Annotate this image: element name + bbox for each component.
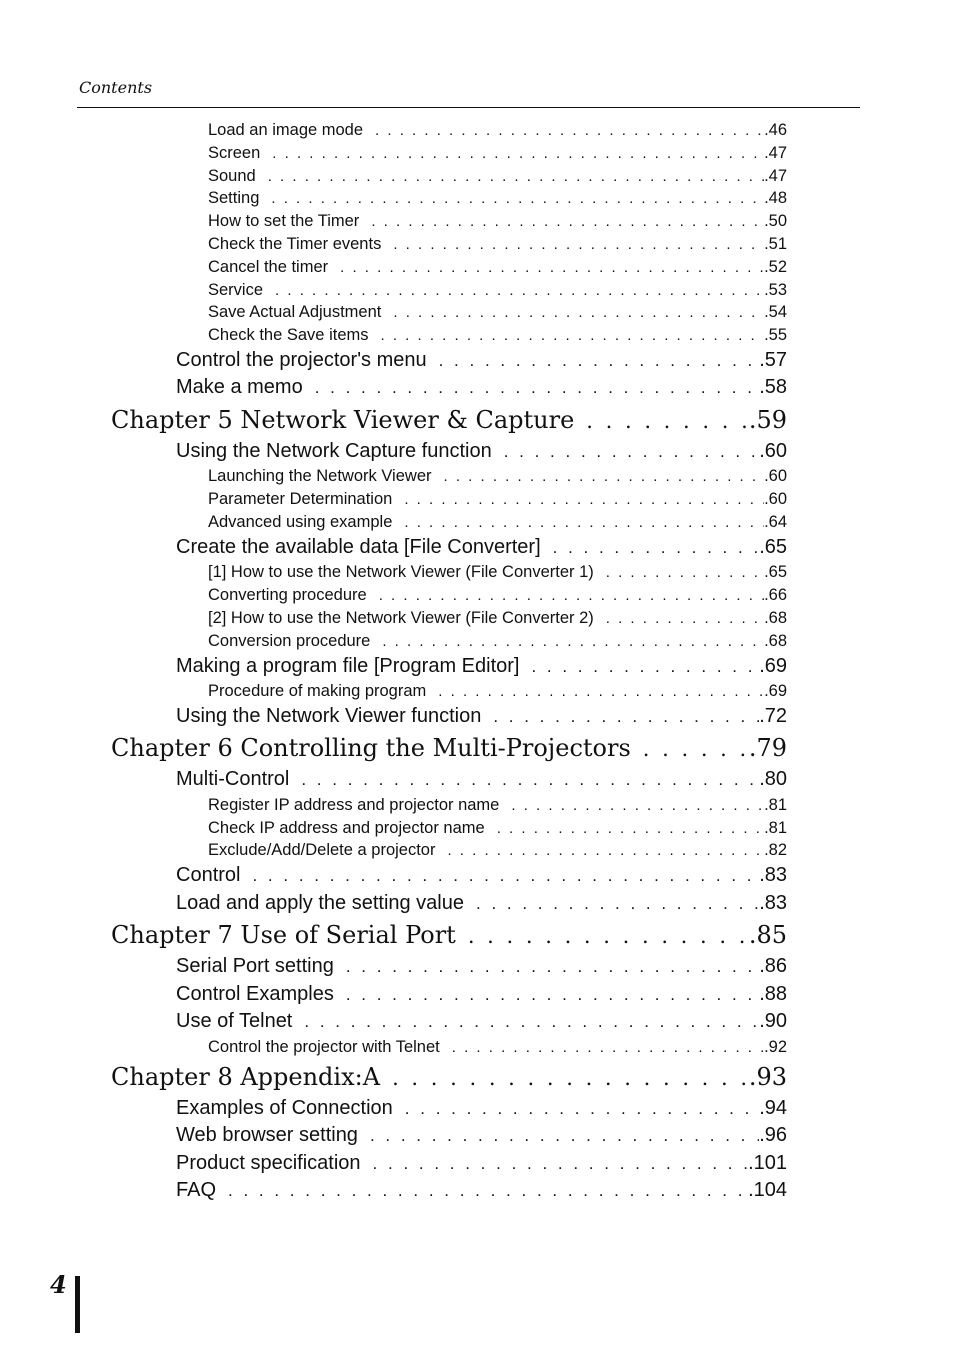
toc-subsection-entry[interactable]: [208, 187, 787, 210]
dot-leader: [346, 981, 759, 1009]
toc-section-entry[interactable]: [176, 347, 787, 375]
dot-leader: [531, 653, 759, 681]
toc-subsection-entry[interactable]: [208, 142, 787, 165]
toc-entry-title: Chapter 6 Controlling the Multi-Projectors: [111, 734, 631, 763]
toc-entry-page: .66: [764, 586, 787, 605]
toc-subsection-entry[interactable]: [208, 119, 787, 142]
toc-entry-title: Check the Save items: [208, 326, 369, 345]
dot-leader: [404, 489, 764, 511]
toc-section-entry[interactable]: [176, 981, 787, 1009]
toc-entry-page: .54: [764, 303, 787, 322]
toc-entry-page: .83: [759, 891, 787, 914]
toc-entry-title: Multi-Control: [176, 768, 290, 791]
toc-entry-title: Save Actual Adjustment: [208, 303, 382, 322]
toc-entry-title: Service: [208, 280, 264, 299]
toc-subsection-entry[interactable]: [208, 680, 787, 703]
dot-leader: [497, 818, 764, 840]
toc-subsection-entry[interactable]: [208, 210, 787, 233]
toc-entry-page: .53: [764, 280, 787, 299]
toc-entry-page: .68: [764, 608, 787, 627]
toc-entry-title: Launching the Network Viewer: [208, 467, 432, 486]
toc-entry-title: Check the Timer events: [208, 234, 382, 253]
dot-leader: [304, 1008, 759, 1036]
toc-entry-page: .94: [759, 1096, 787, 1119]
toc-entry-page: .60: [759, 439, 787, 462]
dot-leader: [439, 347, 760, 375]
toc-entry-title: Exclude/Add/Delete a projector: [208, 841, 436, 860]
toc-entry-title: Serial Port setting: [176, 955, 334, 978]
page-number: 4: [50, 1270, 67, 1299]
toc-entry-page: .51: [764, 234, 787, 253]
toc-entry-title: Product specification: [176, 1151, 361, 1174]
toc-section-entry[interactable]: [176, 890, 787, 918]
toc-entry-page: .52: [764, 257, 787, 276]
dot-leader: [504, 438, 759, 466]
dot-leader: [476, 890, 759, 918]
dot-leader: [315, 374, 759, 402]
toc-entry-page: .101: [748, 1151, 787, 1174]
toc-entry-page: .81: [764, 818, 787, 837]
toc-entry-page: .88: [759, 982, 787, 1005]
toc-entry-page: .92: [764, 1037, 787, 1056]
toc-subsection-entry[interactable]: [208, 488, 787, 511]
dot-leader: [301, 766, 759, 794]
toc-section-entry[interactable]: [176, 1122, 787, 1150]
dot-leader: [606, 562, 764, 584]
toc-entry-page: .46: [764, 121, 787, 139]
dot-leader: [606, 608, 764, 630]
toc-entry-page: .60: [764, 467, 787, 486]
toc-subsection-entry[interactable]: [208, 630, 787, 653]
toc-entry-title: Parameter Determination: [208, 490, 393, 509]
toc-entry-title: [2] How to use the Network Viewer (File Converter 2): [208, 608, 594, 627]
toc-subsection-entry[interactable]: [208, 584, 787, 607]
dot-leader: [375, 120, 764, 142]
toc-entry-page: .90: [759, 1010, 787, 1033]
toc-subsection-entry[interactable]: [208, 233, 787, 256]
dot-leader: [438, 681, 764, 703]
running-header-title: Contents: [79, 78, 153, 97]
toc-entry-title: Use of Telnet: [176, 1010, 293, 1033]
toc-entry-page: .48: [764, 189, 787, 208]
toc-entry-page: .57: [759, 348, 787, 371]
dot-leader: [381, 325, 765, 347]
dot-leader: [586, 404, 749, 438]
toc-chapter-entry[interactable]: [111, 403, 787, 438]
toc-entry-page: .47: [764, 166, 787, 185]
toc-entry-page: .79: [748, 734, 787, 763]
toc-entry-page: .69: [764, 682, 787, 701]
toc-subsection-entry[interactable]: [208, 279, 787, 302]
dot-leader: [447, 840, 764, 862]
dot-leader: [371, 211, 764, 233]
dot-leader: [271, 188, 764, 210]
toc-subsection-entry[interactable]: [208, 324, 787, 347]
toc-entry-page: .93: [748, 1062, 787, 1091]
toc-entry-page: .104: [748, 1179, 787, 1202]
toc-entry-title: Cancel the timer: [208, 257, 329, 276]
toc-entry-title: Using the Network Viewer function: [176, 704, 482, 727]
toc-entry-title: FAQ: [176, 1179, 217, 1202]
toc-chapter-entry[interactable]: [111, 918, 787, 953]
toc-entry-title: Chapter 5 Network Viewer & Capture: [111, 405, 575, 434]
toc-entry-title: Web browser setting: [176, 1124, 358, 1147]
toc-entry-page: .69: [759, 654, 787, 677]
toc-entry-title: Make a memo: [176, 376, 303, 399]
toc-entry-page: .86: [759, 955, 787, 978]
toc-chapter-entry[interactable]: [111, 1060, 787, 1095]
toc-section-entry[interactable]: [176, 1150, 787, 1178]
toc-chapter-entry[interactable]: [111, 731, 787, 766]
toc-entry-page: .96: [759, 1124, 787, 1147]
dot-leader: [252, 862, 759, 890]
toc-entry-page: .47: [764, 143, 787, 162]
dot-leader: [468, 919, 749, 953]
toc-subsection-entry[interactable]: [208, 511, 787, 534]
dot-leader: [444, 466, 765, 488]
toc-subsection-entry[interactable]: [208, 839, 787, 862]
toc-entry-title: Setting: [208, 189, 260, 208]
toc-subsection-entry[interactable]: [208, 256, 787, 279]
dot-leader: [382, 631, 764, 653]
dot-leader: [268, 166, 764, 188]
header-rule: [77, 107, 860, 108]
toc-subsection-entry[interactable]: [208, 794, 787, 817]
dot-leader: [346, 953, 759, 981]
toc-subsection-entry[interactable]: [208, 1036, 787, 1059]
toc-subsection-entry[interactable]: [208, 817, 787, 840]
dot-leader: [393, 302, 764, 324]
toc-entry-page: .72: [759, 704, 787, 727]
toc-entry-title: How to set the Timer: [208, 212, 360, 231]
dot-leader: [392, 1061, 749, 1095]
dot-leader: [373, 1150, 749, 1178]
dot-leader: [228, 1177, 748, 1205]
toc-section-entry[interactable]: [176, 653, 787, 681]
toc-entry-title: Control the projector's menu: [176, 348, 427, 371]
toc-section-entry[interactable]: [176, 766, 787, 794]
dot-leader: [340, 257, 764, 279]
toc-entry-title: Chapter 8 Appendix:A: [111, 1062, 381, 1091]
toc-section-entry[interactable]: [176, 862, 787, 890]
toc-entry-page: .55: [764, 326, 787, 345]
toc-section-entry[interactable]: [176, 438, 787, 466]
toc-entry-title: Control: [176, 864, 241, 887]
dot-leader: [370, 1122, 759, 1150]
dot-leader: [272, 143, 764, 165]
toc-subsection-entry[interactable]: [208, 465, 787, 488]
toc-entry-title: Converting procedure: [208, 586, 367, 605]
toc-section-entry[interactable]: [176, 953, 787, 981]
toc-entry-page: .58: [759, 376, 787, 399]
toc-entry-page: .65: [759, 535, 787, 558]
toc-entry-title: Advanced using example: [208, 513, 393, 532]
toc-subsection-entry[interactable]: [208, 561, 787, 584]
toc-entry-page: .50: [764, 212, 787, 231]
toc-entry-page: .81: [764, 795, 787, 814]
toc-subsection-entry[interactable]: [208, 301, 787, 324]
dot-leader: [404, 512, 764, 534]
toc-entry-page: .83: [759, 864, 787, 887]
table-of-contents: [0, 119, 954, 1205]
toc-entry-page: .82: [764, 841, 787, 860]
toc-entry-title: Create the available data [File Converter]: [176, 535, 541, 558]
toc-entry-page: .65: [764, 563, 787, 582]
toc-section-entry[interactable]: [176, 1095, 787, 1123]
dot-leader: [393, 234, 764, 256]
toc-entry-title: Control Examples: [176, 982, 334, 1005]
toc-section-entry[interactable]: [176, 374, 787, 402]
toc-section-entry[interactable]: [176, 703, 787, 731]
toc-entry-title: Chapter 7 Use of Serial Port: [111, 921, 456, 950]
toc-entry-page: .68: [764, 631, 787, 650]
toc-subsection-entry[interactable]: [208, 607, 787, 630]
toc-section-entry[interactable]: [176, 1008, 787, 1036]
toc-section-entry[interactable]: [176, 1177, 787, 1205]
toc-subsection-entry[interactable]: [208, 165, 787, 188]
toc-entry-title: Sound: [208, 166, 256, 185]
dot-leader: [553, 534, 760, 562]
dot-leader: [405, 1095, 759, 1123]
toc-entry-page: .60: [764, 490, 787, 509]
toc-entry-title: Load an image mode: [208, 121, 364, 139]
toc-entry-title: Procedure of making program: [208, 682, 427, 701]
toc-entry-title: Load and apply the setting value: [176, 891, 464, 914]
dot-leader: [493, 703, 759, 731]
toc-entry-title: Check IP address and projector name: [208, 818, 485, 837]
toc-entry-page: .59: [748, 405, 787, 434]
toc-entry-title: Screen: [208, 143, 261, 162]
toc-entry-title: [1] How to use the Network Viewer (File Converter 1): [208, 563, 594, 582]
toc-entry-title: Control the projector with Telnet: [208, 1037, 440, 1056]
toc-section-entry[interactable]: [176, 534, 787, 562]
dot-leader: [511, 795, 764, 817]
toc-entry-page: .64: [764, 513, 787, 532]
page-number-bar: [75, 1276, 80, 1333]
dot-leader: [379, 585, 764, 607]
toc-entry-title: Conversion procedure: [208, 631, 371, 650]
toc-entry-title: Register IP address and projector name: [208, 795, 500, 814]
toc-entry-title: Examples of Connection: [176, 1096, 393, 1119]
toc-entry-page: .85: [748, 921, 787, 950]
toc-entry-page: .80: [759, 768, 787, 791]
toc-entry-title: Using the Network Capture function: [176, 439, 492, 462]
toc-entry-title: Making a program file [Program Editor]: [176, 654, 520, 677]
dot-leader: [452, 1037, 764, 1059]
dot-leader: [275, 280, 764, 302]
dot-leader: [643, 732, 749, 766]
